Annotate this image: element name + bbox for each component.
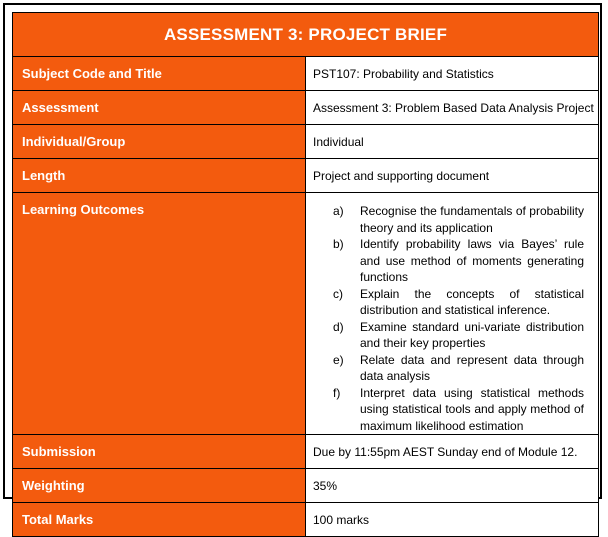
table-row-submission bbox=[13, 435, 599, 469]
outcome-text: Interpret data using statistical methods using statistical tools and apply method of maximum likelihood estimation bbox=[360, 385, 584, 433]
outcome-text: Relate data and represent data through data analysis bbox=[360, 352, 584, 383]
list-item-outcome-a bbox=[333, 203, 584, 236]
page-title: ASSESSMENT 3: PROJECT BRIEF bbox=[13, 13, 599, 57]
row-value-learning-outcomes bbox=[306, 193, 599, 435]
row-value-individual-group: Individual bbox=[306, 125, 599, 159]
document-frame bbox=[3, 3, 602, 527]
outcome-letter: d) bbox=[333, 319, 344, 334]
row-label-individual-group: Individual/Group bbox=[13, 125, 306, 159]
row-label-weighting: Weighting bbox=[13, 469, 306, 503]
outcome-letter: c) bbox=[333, 286, 343, 301]
row-value-total-marks: 100 marks bbox=[306, 503, 599, 537]
row-label-subject: Subject Code and Title bbox=[13, 57, 306, 91]
table-row-weighting bbox=[13, 469, 599, 503]
project-brief-table bbox=[12, 12, 599, 537]
row-label-submission: Submission bbox=[13, 435, 306, 469]
outcome-letter: b) bbox=[333, 237, 344, 251]
table-row-length bbox=[13, 159, 599, 193]
outcome-text: Explain the concepts of statistical distribution and statistical inference. bbox=[360, 286, 584, 317]
outcome-text: Identify probability laws via Bayes’ rule and use method of moments generating functions bbox=[360, 237, 584, 284]
row-value-subject: PST107: Probability and Statistics bbox=[306, 57, 599, 91]
table-row-total-marks bbox=[13, 503, 599, 537]
row-label-learning-outcomes: Learning Outcomes bbox=[13, 193, 306, 435]
row-label-assessment: Assessment bbox=[13, 91, 306, 125]
list-item-outcome-e bbox=[333, 352, 584, 385]
table-row-learning-outcomes bbox=[13, 193, 599, 435]
outcome-text: Examine standard uni-variate distribution and their key properties bbox=[360, 319, 584, 350]
learning-outcomes-list bbox=[313, 203, 584, 434]
outcome-text: Recognise the fundamentals of probability theory and its application bbox=[360, 204, 584, 235]
table-row-assessment bbox=[13, 91, 599, 125]
list-item-outcome-d bbox=[333, 319, 584, 352]
row-label-length: Length bbox=[13, 159, 306, 193]
table-row-individual-group bbox=[13, 125, 599, 159]
list-item-outcome-c bbox=[333, 286, 584, 319]
row-label-total-marks: Total Marks bbox=[13, 503, 306, 537]
row-value-weighting: 35% bbox=[306, 469, 599, 503]
list-item-outcome-f bbox=[333, 385, 584, 435]
title-row bbox=[13, 13, 599, 57]
list-item-outcome-b bbox=[333, 236, 584, 286]
outcome-letter: e) bbox=[333, 352, 344, 367]
outcome-letter: a) bbox=[333, 204, 344, 218]
row-value-length: Project and supporting document bbox=[306, 159, 599, 193]
row-value-assessment: Assessment 3: Problem Based Data Analysis Project bbox=[306, 91, 599, 125]
row-value-submission: Due by 11:55pm AEST Sunday end of Module 12. bbox=[306, 435, 599, 469]
table-row-subject bbox=[13, 57, 599, 91]
outcome-letter: f) bbox=[333, 385, 341, 400]
